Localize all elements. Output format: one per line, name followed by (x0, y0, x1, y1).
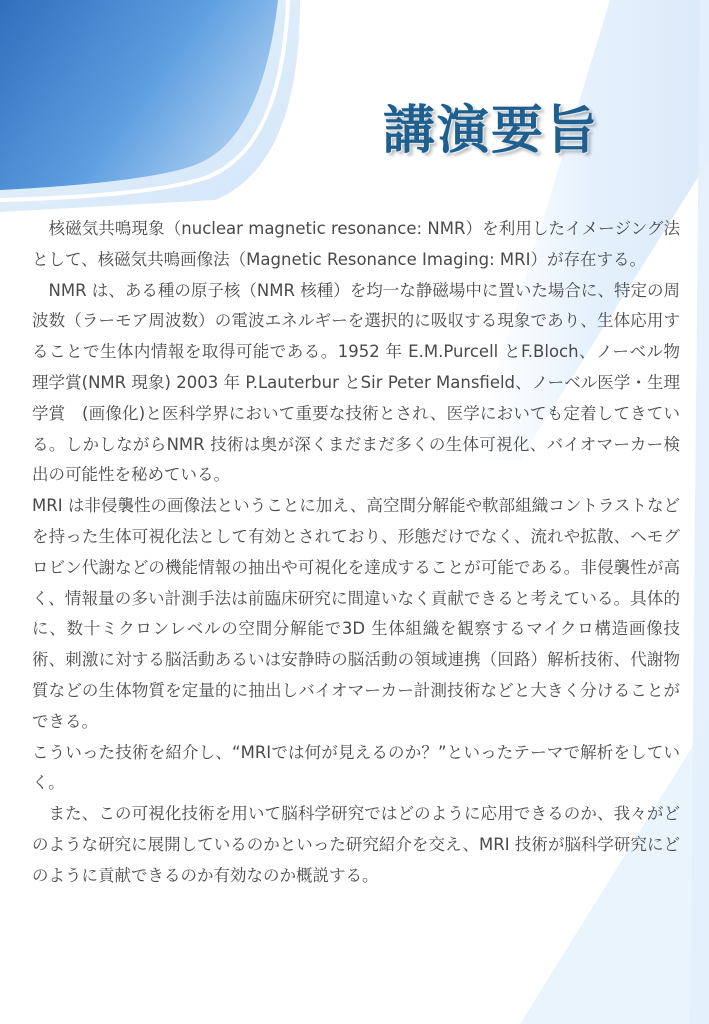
paragraph-3: MRI は非侵襲性の画像法ということに加え、高空間分解能や軟部組織コントラストなどを持った生体可視化法として有効とされており、形態だけでなく、流れや拡散、ヘモグロビン代謝などの機能情報の抽出や可視化を達成することが可能である。非侵襲性が高く、情報量の多い計測手法は前臨床研究に間違いなく貢献できると考えている。具体的に、数十ミクロンレベルの空間分解能で3D 生体組織を観察するマイクロ構造画像技術、刺激に対する脳活動あるいは安静時の脳活動の領域連携（回路）解析技術、代謝物質などの生体物質を定量的に抽出しバイオマーカー計測技術などと大きく分けることができる。 (32, 496, 680, 731)
paragraph-5: また、この可視化技術を用いて脳科学研究ではどのように応用できるのか、我々がどのような研究に展開しているのかといった研究紹介を交え、MRI 技術が脳科学研究にどのように貢献できるのか有効なのか概説する。 (32, 804, 680, 885)
page-title: 講演要旨 (383, 101, 600, 161)
paragraph-4: こういった技術を紹介し、“MRIでは何が見えるのか？”といったテーマで解析をしていく。 (32, 742, 680, 793)
paragraph-2: NMR は、ある種の原子核（NMR 核種）を均一な静磁場中に置いた場合に、特定の周波数（ラーモア周波数）の電波エネルギーを選択的に吸収する現象であり、生体応用することで生体内情報を取得可能である。1952 年 E.M.Purcell とF.Bloch、ノーベル物理学賞(NMR 現象) 2003 年 P.Lauterbur とSir Peter Mansfield、ノーベル医学・生理学賞 (画像化)と医科学界において重要な技術とされ、医学においても定着してきている。しかしながらNMR 技術は奥が深くまだまだ多くの生体可視化、バイオマーカー検出の可能性を秘めている。 (32, 280, 680, 485)
abstract-body (32, 214, 680, 892)
paragraph-1: 核磁気共鳴現象（nuclear magnetic resonance: NMR）を利用したイメージング法として、核磁気共鳴画像法（Magnetic Resonance Imaging: MRI）が存在する。 (32, 219, 680, 269)
